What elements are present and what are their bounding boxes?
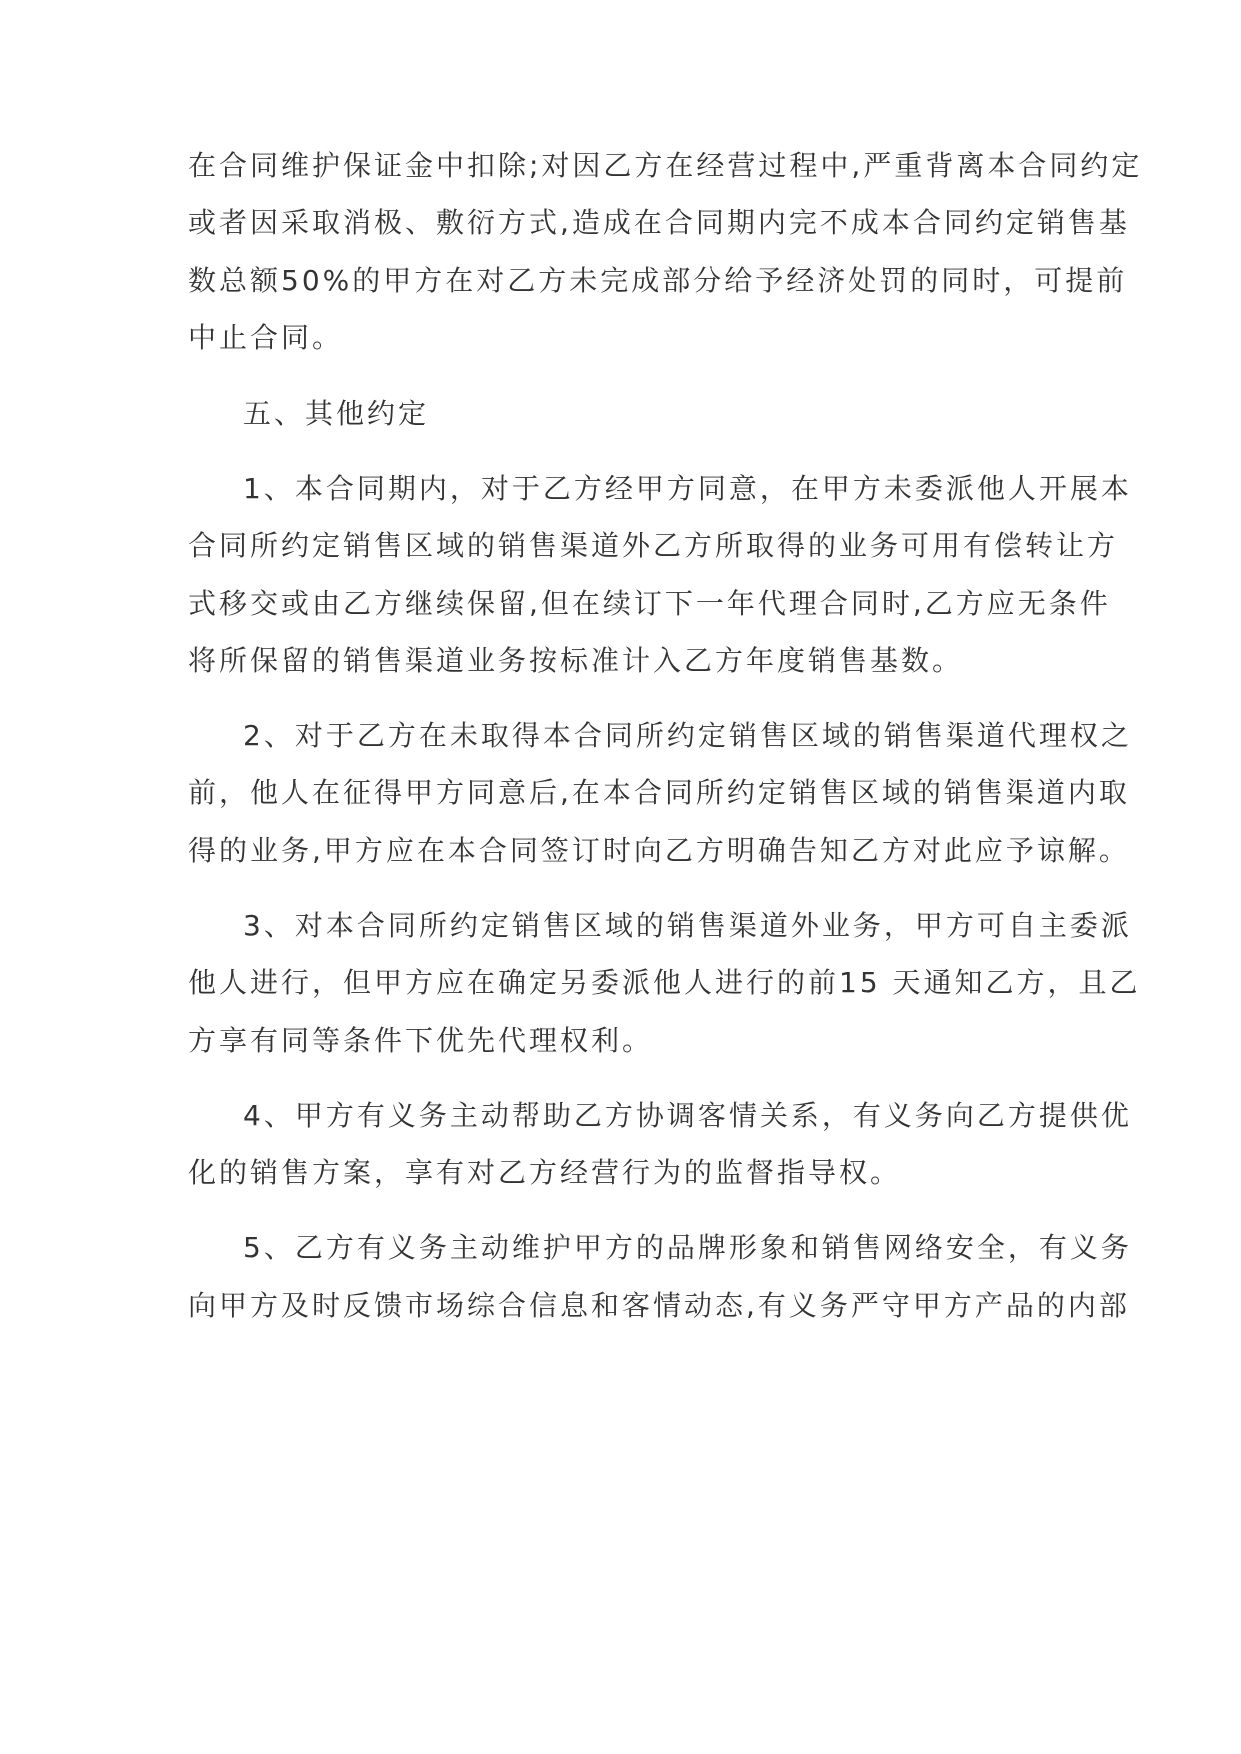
text-line: 将所保留的销售渠道业务按标准计入乙方年度销售基数。 [188, 644, 964, 677]
text-line: 方享有同等条件下优先代理权利。 [188, 1024, 654, 1057]
text-line: 前，他人在征得甲方同意后,在本合同所约定销售区域的销售渠道内取 [188, 776, 1130, 809]
text-line: 向甲方及时反馈市场综合信息和客情动态,有义务严守甲方产品的内部 [188, 1289, 1130, 1322]
text-line: 3、对本合同所约定销售区域的销售渠道外业务，甲方可自主委派 [243, 909, 1132, 942]
section-heading: 五、其他约定 [243, 397, 430, 430]
text-line: 中止合同。 [188, 321, 344, 354]
text-line: 得的业务,甲方应在本合同签订时向乙方明确告知乙方对此应予谅解。 [188, 834, 1130, 867]
text-line: 1、本合同期内，对于乙方经甲方同意，在甲方未委派他人开展本 [243, 472, 1132, 505]
text-line: 或者因采取消极、敷衍方式,造成在合同期内完不成本合同约定销售基 [188, 206, 1130, 239]
text-line: 式移交或由乙方继续保留,但在续订下一年代理合同时,乙方应无条件 [188, 587, 1111, 620]
text-line: 5、乙方有义务主动维护甲方的品牌形象和销售网络安全，有义务 [243, 1231, 1132, 1264]
text-line: 2、对于乙方在未取得本合同所约定销售区域的销售渠道代理权之 [243, 719, 1132, 752]
text-line: 在合同维护保证金中扣除;对因乙方在经营过程中,严重背离本合同约定 [188, 149, 1143, 182]
text-line: 化的销售方案，享有对乙方经营行为的监督指导权。 [188, 1156, 902, 1189]
text-line: 他人进行，但甲方应在确定另委派他人进行的前15 天通知乙方，且乙 [188, 966, 1141, 999]
text-line: 合同所约定销售区域的销售渠道外乙方所取得的业务可用有偿转让方 [188, 529, 1119, 562]
text-line: 4、甲方有义务主动帮助乙方协调客情关系，有义务向乙方提供优 [243, 1099, 1132, 1132]
text-line: 数总额50%的甲方在对乙方未完成部分给予经济处罚的同时，可提前 [188, 264, 1128, 297]
